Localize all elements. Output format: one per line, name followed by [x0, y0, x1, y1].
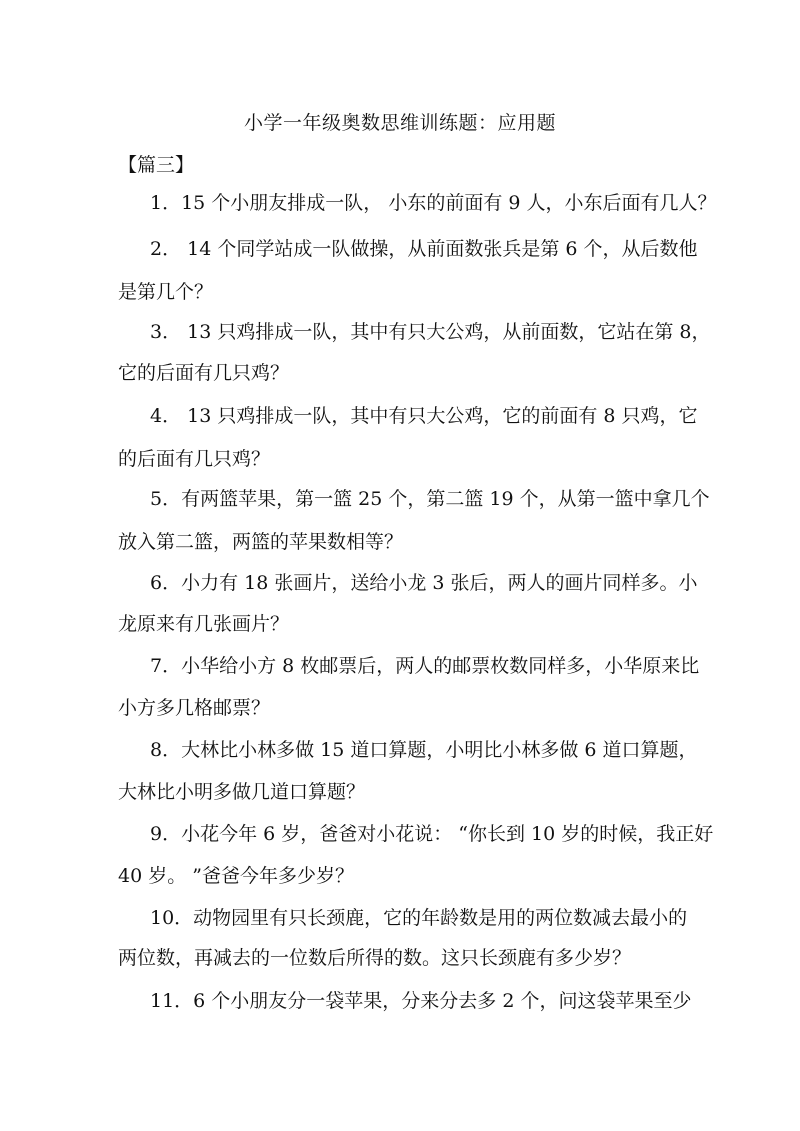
question-8-line-2: 大林比小明多做几道口算题？: [118, 781, 366, 803]
question-4-line-1: 4． 13 只鸡排成一队，其中有只大公鸡，它的前面有 8 只鸡，它: [150, 405, 698, 427]
document-title: 小学一年级奥数思维训练题：应用题: [243, 112, 556, 134]
question-5-line-2: 放入第二篮，两篮的苹果数相等？: [118, 531, 404, 553]
question-7-line-2: 小方多几格邮票？: [118, 697, 271, 719]
question-1-line-1: 1．15 个小朋友排成一队， 小东的前面有 9 人，小东后面有几人？: [150, 192, 717, 214]
section-heading: 【篇三】: [118, 154, 195, 176]
question-9-line-1: 9．小花今年 6 岁，爸爸对小花说： “你长到 10 岁的时候，我正好: [150, 823, 714, 845]
question-4-line-2: 的后面有几只鸡？: [118, 448, 271, 470]
question-9-line-2: 40 岁。 ”爸爸今年多少岁？: [118, 865, 354, 887]
question-2-line-1: 2． 14 个同学站成一队做操，从前面数张兵是第 6 个，从后数他: [150, 238, 698, 260]
question-6-line-2: 龙原来有几张画片？: [118, 613, 290, 635]
question-3-line-1: 3． 13 只鸡排成一队，其中有只大公鸡，从前面数，它站在第 8，: [150, 321, 711, 343]
question-8-line-1: 8．大林比小林多做 15 道口算题，小明比小林多做 6 道口算题，: [150, 739, 698, 761]
question-2-line-2: 是第几个？: [118, 281, 214, 303]
question-10-line-2: 两位数，再减去的一位数后所得的数。这只长颈鹿有多少岁？: [118, 947, 632, 969]
question-6-line-1: 6．小力有 18 张画片，送给小龙 3 张后，两人的画片同样多。小: [150, 572, 698, 594]
question-7-line-1: 7．小华给小方 8 枚邮票后，两人的邮票枚数同样多，小华原来比: [150, 655, 700, 677]
question-5-line-1: 5．有两篮苹果，第一篮 25 个，第二篮 19 个，从第一篮中拿几个: [150, 488, 710, 510]
question-3-line-2: 它的后面有几只鸡？: [118, 362, 290, 384]
question-10-line-1: 10．动物园里有只长颈鹿，它的年龄数是用的两位数减去最小的: [150, 907, 688, 929]
question-11-line-1: 11．6 个小朋友分一袋苹果，分来分去多 2 个，问这袋苹果至少: [150, 990, 692, 1012]
